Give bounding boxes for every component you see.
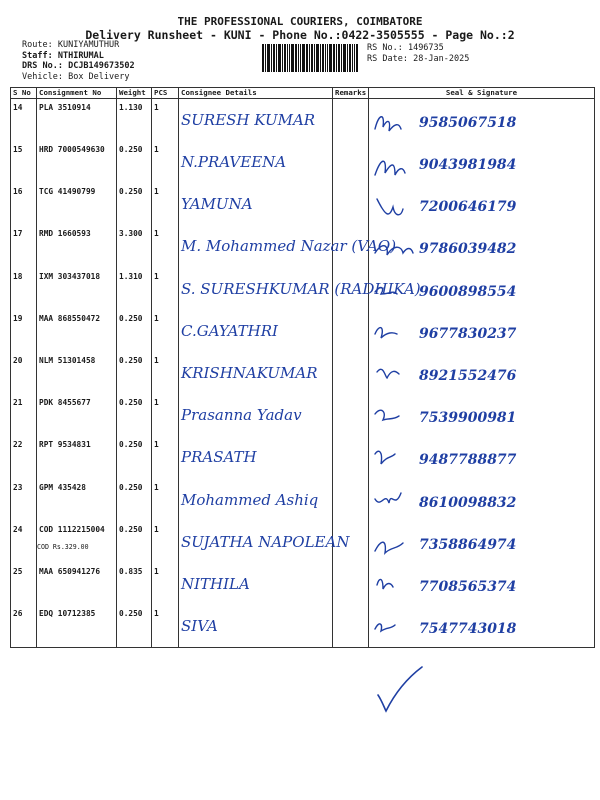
staff-value: NTHIRUMAL xyxy=(57,50,104,61)
signature-scribble xyxy=(373,151,417,179)
cell-sno: 23 xyxy=(11,479,37,521)
cell-seal xyxy=(369,479,595,521)
consignee-name: PRASATH xyxy=(181,448,257,467)
receiver-phone: 8921552476 xyxy=(419,367,517,384)
cell-consignee xyxy=(179,394,333,436)
cell-seal xyxy=(369,394,595,436)
receiver-phone: 7358864974 xyxy=(419,536,517,553)
consignee-name: C.GAYATHRI xyxy=(181,321,278,340)
signature-scribble xyxy=(373,531,417,559)
table-row xyxy=(11,563,595,605)
cell-weight: 0.250 xyxy=(117,352,152,394)
table-row xyxy=(11,521,595,563)
cell-consignment xyxy=(37,563,117,605)
signature-scribble xyxy=(373,573,417,601)
signature-area xyxy=(371,609,592,647)
signature-area xyxy=(371,483,592,521)
consignee-name: NITHILA xyxy=(181,574,250,593)
runsheet-meta-left xyxy=(22,40,135,82)
consignment-number: MAA 650941276 xyxy=(39,566,101,576)
cell-pcs: 1 xyxy=(152,310,179,352)
cell-remarks xyxy=(333,479,369,521)
cell-consignee xyxy=(179,225,397,267)
vehicle-value: Box Delivery xyxy=(68,71,130,82)
cell-pcs: 1 xyxy=(152,268,179,310)
rs-no-label: RS No.: xyxy=(367,43,403,53)
cell-consignment xyxy=(37,310,117,352)
cell-consignment xyxy=(37,394,117,436)
cell-weight: 0.250 xyxy=(117,394,152,436)
table-row xyxy=(11,310,595,352)
cell-consignee xyxy=(179,605,333,648)
signature-area xyxy=(371,103,592,141)
cell-seal xyxy=(369,436,595,478)
consignment-number: RPT 9534831 xyxy=(39,440,91,450)
barcode xyxy=(262,44,358,72)
consignment-number: COD 1112215004 xyxy=(39,524,105,534)
signature-area xyxy=(371,145,592,183)
cell-pcs: 1 xyxy=(152,394,179,436)
col-consignee: Consignee Details xyxy=(179,88,333,99)
runsheet-meta-right xyxy=(367,43,469,64)
cell-consignment xyxy=(37,605,117,648)
signature-scribble xyxy=(373,109,417,137)
cell-sno: 19 xyxy=(11,310,37,352)
cell-seal xyxy=(369,563,595,605)
cell-remarks xyxy=(333,563,369,605)
consignee-name: SURESH KUMAR xyxy=(181,111,316,129)
cell-seal xyxy=(369,605,595,648)
receiver-phone: 9487788877 xyxy=(419,452,517,469)
cell-pcs: 1 xyxy=(152,521,179,563)
table-row xyxy=(11,225,595,267)
cell-seal xyxy=(369,183,595,225)
cell-remarks xyxy=(333,436,369,478)
signature-scribble xyxy=(373,320,417,348)
drs-value: DCJB149673502 xyxy=(68,61,135,71)
cell-consignee xyxy=(179,352,333,394)
cell-sno: 20 xyxy=(11,352,37,394)
cell-remarks xyxy=(333,394,369,436)
cell-remarks xyxy=(333,99,369,142)
consignment-number: IXM 303437018 xyxy=(39,271,101,281)
cell-consignment xyxy=(37,141,117,183)
signature-scribble xyxy=(373,235,417,263)
receiver-phone: 9585067518 xyxy=(419,115,517,131)
signature-area xyxy=(371,398,592,436)
cell-consignee xyxy=(179,563,333,605)
receiver-phone: 9677830237 xyxy=(419,325,517,342)
table-row xyxy=(11,183,595,225)
consignee-name: S. SURESHKUMAR (RADHIKA) xyxy=(181,279,421,298)
cell-consignment xyxy=(37,521,117,563)
signature-scribble xyxy=(373,489,417,517)
consignment-number: TCG 41490799 xyxy=(39,187,96,197)
signature-area xyxy=(371,187,592,225)
cell-weight: 1.310 xyxy=(117,268,152,310)
cell-remarks xyxy=(333,141,369,183)
runsheet-table xyxy=(10,87,595,648)
consignee-name: SIVA xyxy=(181,617,218,636)
col-sno: S No xyxy=(11,88,37,99)
consignment-number: PLA 3510914 xyxy=(39,103,91,112)
signature-area xyxy=(371,314,592,352)
cell-seal xyxy=(369,521,595,563)
barcode-graphic xyxy=(262,44,358,72)
signature-area xyxy=(371,229,592,267)
consignment-number: EDQ 10712385 xyxy=(39,609,96,619)
receiver-phone: 9786039482 xyxy=(419,241,517,258)
cell-seal xyxy=(369,225,595,267)
table-row xyxy=(11,436,595,478)
drs-label: DRS No.: xyxy=(22,61,63,71)
signature-area xyxy=(371,525,592,563)
cell-consignee xyxy=(179,521,350,563)
rs-date-row xyxy=(367,54,469,65)
runsheet-subtitle: Delivery Runsheet - KUNI - Phone No.:0422-3505555 - Page No.:2 xyxy=(85,28,515,42)
cell-weight: 0.250 xyxy=(117,310,152,352)
table-header-row xyxy=(11,88,595,99)
staff-label: Staff: xyxy=(22,50,53,61)
consignment-number: GPM 435428 xyxy=(39,482,86,492)
receiver-phone: 7200646179 xyxy=(419,199,517,216)
receiver-phone: 8610098832 xyxy=(419,494,517,511)
consignee-name: SUJATHA NAPOLEAN xyxy=(181,532,350,551)
cell-remarks xyxy=(333,605,369,648)
consignee-name: YAMUNA xyxy=(181,195,253,214)
cell-sno: 24 xyxy=(11,521,37,563)
route-value: KUNIYAMUTHUR xyxy=(57,40,120,50)
cell-pcs: 1 xyxy=(152,225,179,267)
cell-pcs: 1 xyxy=(152,563,179,605)
cell-weight: 0.250 xyxy=(117,436,152,478)
signature-area xyxy=(371,440,592,478)
cell-consignment xyxy=(37,436,117,478)
cell-sno: 16 xyxy=(11,183,37,225)
cell-pcs: 1 xyxy=(152,141,179,183)
signature-scribble xyxy=(373,193,417,221)
col-seal: Seal & Signature xyxy=(369,88,595,99)
cell-sno: 22 xyxy=(11,436,37,478)
route-row xyxy=(22,40,135,51)
cell-seal xyxy=(369,352,595,394)
cell-consignee xyxy=(179,141,333,183)
cell-consignment xyxy=(37,225,117,267)
cell-seal xyxy=(369,99,595,142)
signature-scribble xyxy=(373,404,417,432)
cell-weight: 1.130 xyxy=(117,99,152,142)
signature-scribble xyxy=(373,362,417,390)
cell-pcs: 1 xyxy=(152,479,179,521)
cell-consignment xyxy=(37,268,117,310)
table-row xyxy=(11,479,595,521)
cell-pcs: 1 xyxy=(152,436,179,478)
cell-sno: 15 xyxy=(11,141,37,183)
receiver-phone: 9600898554 xyxy=(419,283,517,300)
cell-seal xyxy=(369,268,595,310)
col-remarks: Remarks xyxy=(333,88,369,99)
cell-weight: 0.250 xyxy=(117,521,152,563)
cell-consignment xyxy=(37,99,117,142)
col-weight: Weight xyxy=(117,88,152,99)
cod-amount: COD Rs.329.00 xyxy=(37,542,89,551)
cell-pcs: 1 xyxy=(152,183,179,225)
cell-seal xyxy=(369,310,595,352)
consignee-name: Mohammed Ashiq xyxy=(181,490,319,509)
cell-consignee xyxy=(179,436,333,478)
cell-consignee xyxy=(179,479,333,521)
col-consignment: Consignment No xyxy=(37,88,117,99)
company-title: THE PROFESSIONAL COURIERS, COIMBATORE xyxy=(177,15,423,28)
cell-consignee xyxy=(179,268,421,310)
receiver-phone: 7539900981 xyxy=(419,410,517,427)
consignment-number: PDK 8455677 xyxy=(39,398,91,408)
cell-seal xyxy=(369,141,595,183)
cell-pcs: 1 xyxy=(152,99,179,142)
signature-area xyxy=(371,272,592,310)
consignment-number: HRD 7000549630 xyxy=(39,145,105,154)
cell-consignee xyxy=(179,183,333,225)
cell-sno: 18 xyxy=(11,268,37,310)
consignment-number: NLM 51301458 xyxy=(39,355,96,365)
cell-remarks xyxy=(333,352,369,394)
rs-date-label: RS Date: xyxy=(367,53,408,64)
cell-consignment xyxy=(37,183,117,225)
drs-row xyxy=(22,61,135,72)
cell-weight: 3.300 xyxy=(117,225,152,267)
cell-pcs: 1 xyxy=(152,352,179,394)
cell-consignment xyxy=(37,479,117,521)
rs-date-value: 28-Jan-2025 xyxy=(413,53,470,64)
consignment-number: RMD 1660593 xyxy=(39,229,91,239)
table-row xyxy=(11,352,595,394)
table-row xyxy=(11,605,595,648)
cell-remarks xyxy=(333,310,369,352)
table-row xyxy=(11,99,595,142)
route-label: Route: xyxy=(22,40,53,50)
rs-no-value: 1496735 xyxy=(407,43,444,53)
table-row xyxy=(11,394,595,436)
cell-weight: 0.250 xyxy=(117,141,152,183)
signature-scribble xyxy=(373,615,417,643)
vehicle-row xyxy=(22,72,135,83)
cell-weight: 0.835 xyxy=(117,563,152,605)
vehicle-label: Vehicle: xyxy=(22,71,63,82)
cell-sno: 21 xyxy=(11,394,37,436)
cell-sno: 25 xyxy=(11,563,37,605)
cell-consignee xyxy=(179,99,333,142)
check-mark-icon xyxy=(376,665,426,713)
staff-row xyxy=(22,51,135,62)
cell-pcs: 1 xyxy=(152,605,179,648)
signature-scribble xyxy=(373,278,417,306)
consignee-name: N.PRAVEENA xyxy=(181,153,287,171)
cell-consignee xyxy=(179,310,333,352)
table-row xyxy=(11,141,595,183)
cell-sno: 26 xyxy=(11,605,37,648)
cell-consignment xyxy=(37,352,117,394)
cell-sno: 17 xyxy=(11,225,37,267)
signature-area xyxy=(371,356,592,394)
consignee-name: Prasanna Yadav xyxy=(181,406,302,425)
cell-sno: 14 xyxy=(11,99,37,142)
cell-remarks xyxy=(333,183,369,225)
cell-weight: 0.250 xyxy=(117,479,152,521)
receiver-phone: 7547743018 xyxy=(419,621,517,638)
rs-no-row xyxy=(367,43,469,54)
table-row xyxy=(11,268,595,310)
signature-area xyxy=(371,567,592,605)
receiver-phone: 9043981984 xyxy=(419,157,517,173)
cell-weight: 0.250 xyxy=(117,183,152,225)
receiver-phone: 7708565374 xyxy=(419,578,517,595)
consignee-name: KRISHNAKUMAR xyxy=(181,363,318,382)
consignment-number: MAA 868550472 xyxy=(39,313,101,323)
consignee-name: M. Mohammed Nazar (VAO) xyxy=(181,237,397,256)
col-pcs: PCS xyxy=(152,88,179,99)
signature-scribble xyxy=(373,446,417,474)
cell-weight: 0.250 xyxy=(117,605,152,648)
